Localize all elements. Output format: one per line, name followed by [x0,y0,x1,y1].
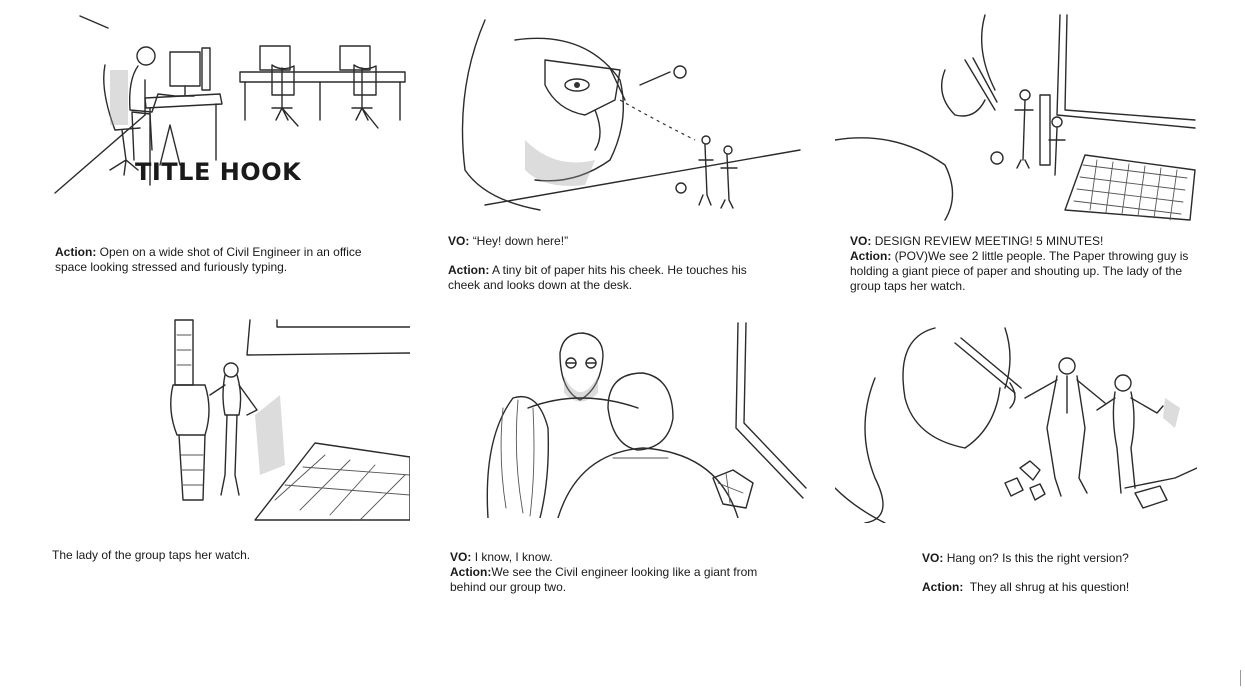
panel-5-sketch [468,318,808,518]
vo-label: VO: [922,551,944,565]
pov-desk-illustration [835,10,1200,225]
title-hook-overlay: TITLE HOOK [135,158,302,186]
panel-1-sketch [50,10,410,225]
vo-text: Hang on? Is this the right version? [946,551,1129,565]
vo-text: “Hey! down here!” [472,234,569,248]
action-text: Open on a wide shot of Civil Engineer in an office space looking stressed and furiously typing. [55,245,362,274]
group-shrug-illustration [835,318,1197,523]
action-label: Action: [448,263,490,277]
action-text: The lady of the group taps her watch. [52,548,251,562]
panel-2-caption [448,234,778,293]
panel-4-sketch [165,315,410,523]
panel-6-sketch [835,318,1197,523]
vo-text: DESIGN REVIEW MEETING! 5 MINUTES! [874,234,1104,248]
action-text: (POV)We see 2 little people. The Paper throwing guy is holding a giant piece of paper and shouting up. The lady of the group taps her watch. [850,249,1189,293]
panel-4-caption [52,548,382,563]
panel-3-sketch [835,10,1200,225]
vo-label: VO: [850,234,872,248]
panel-6-caption [922,551,1222,595]
vo-label: VO: [450,550,472,564]
action-text: We see the Civil engineer looking like a giant from behind our group two. [450,565,758,594]
office-wide-shot-illustration [50,10,410,225]
lady-taps-watch-illustration [165,315,410,523]
action-text: A tiny bit of paper hits his cheek. He touches his cheek and looks down at the desk. [448,263,747,292]
action-label: Action: [850,249,892,263]
panel-5-caption [450,550,780,595]
engineer-closeup-illustration [445,10,805,225]
vo-text: I know, I know. [474,550,553,564]
group-meeting-illustration [468,318,808,518]
vo-label: VO: [448,234,470,248]
panel-2-sketch [445,10,805,225]
panel-1-caption [55,245,385,275]
action-label: Action: [55,245,97,259]
edge-divider [1240,670,1241,686]
panel-3-caption [850,234,1200,294]
action-label: Action: [922,580,964,594]
action-text: They all shrug at his question! [969,580,1130,594]
action-label: Action: [450,565,492,579]
